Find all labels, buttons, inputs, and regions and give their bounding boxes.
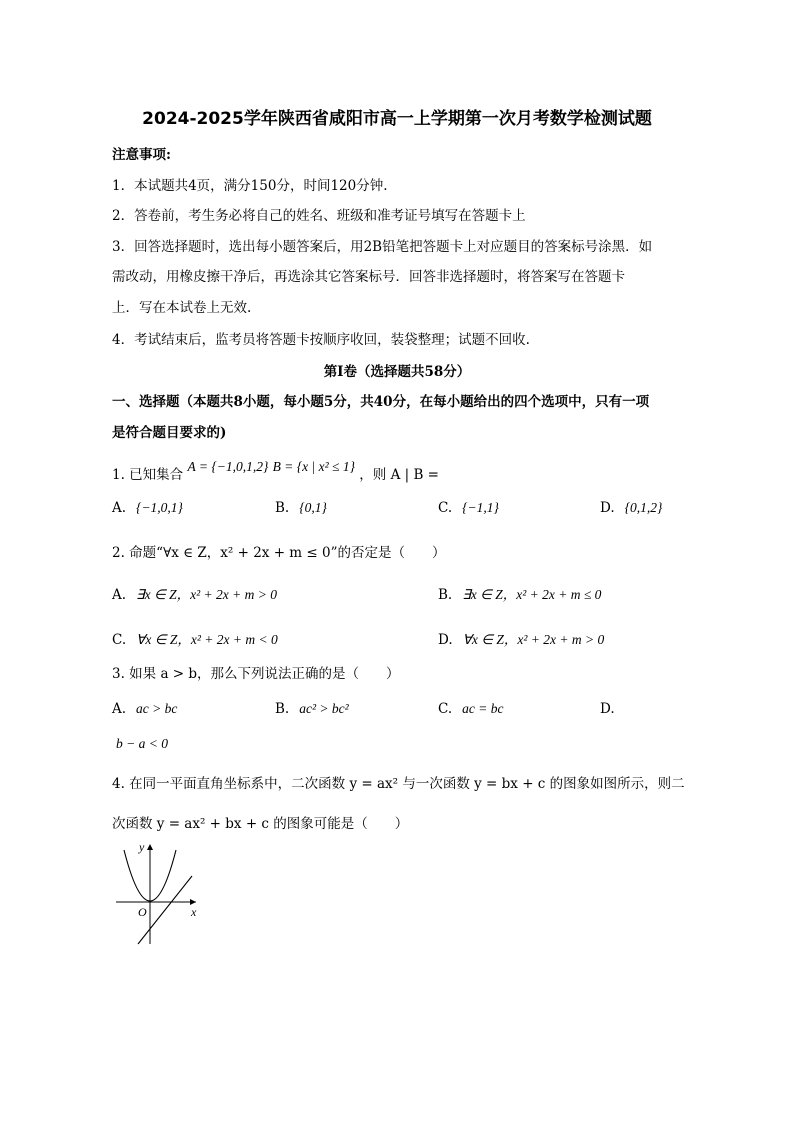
q1-set-b: B = {x | x² ≤ 1} [272,459,355,474]
option-label: D. [600,500,615,516]
q2-option-a[interactable] [112,583,277,603]
part1-heading: 一、选择题（本题共8小题，每小题5分，共40分，在每小题给出的四个选项中，只有一项 [112,394,650,410]
option-label: C. [438,701,453,717]
q3-option-a[interactable] [112,701,177,717]
y-axis-arrow-icon [147,844,153,850]
notice-heading: 注意事项: [112,147,171,163]
option-label: D. [438,632,453,648]
option-text: ∀x ∈ Z，x² + 2x + m > 0 [462,632,605,647]
notice-item: 需改动，用橡皮擦干净后，再选涂其它答案标号．回答非选择题时，将答案写在答题卡 [112,269,625,285]
q1-option-b[interactable] [275,500,327,516]
option-text: {−1,0,1} [136,500,183,515]
q2-option-c[interactable] [112,628,278,648]
part1-heading-cont: 是符合题目要求的) [112,425,227,441]
option-label: B. [438,587,453,603]
option-text: ∃x ∈ Z，x² + 2x + m ≤ 0 [462,587,602,602]
q3-option-b[interactable] [275,701,349,717]
question-4-stem: 4. 在同一平面直角坐标系中，二次函数 y = ax² 与一次函数 y = bx + c 的图象如图所示，则二 [112,776,685,792]
option-label: A. [112,500,127,516]
notice-item: 1．本试题共4页，满分150分，时间120分钟. [112,178,388,194]
question-2-stem: 2. 命题“∀x ∈ Z，x² + 2x + m ≤ 0”的否定是（ ） [112,545,446,561]
q1-option-a[interactable] [112,500,183,516]
q3-option-d-text: b − a < 0 [116,736,168,751]
option-label: D. [600,701,615,717]
option-text: ac > bc [136,701,178,716]
option-label: B. [275,701,290,717]
notice-item: 4．考试结束后，监考员将答题卡按顺序收回，装袋整理；试题不回收. [112,332,530,348]
q1-suffix: ，则 A | B = [359,467,439,483]
function-graph [108,840,208,950]
q2-option-d[interactable] [438,628,604,648]
notice-item: 2．答卷前，考生务必将自己的姓名、班级和准考证号填写在答题卡上 [112,208,526,224]
question-1-stem [112,459,439,484]
question-3-stem: 3. 如果 a > b，那么下列说法正确的是（ ） [112,666,400,682]
option-label: A. [112,587,127,603]
q3-option-c[interactable] [438,701,503,717]
q1-option-c[interactable] [438,500,499,516]
option-label: C. [438,500,453,516]
option-text: {0,1,2} [624,500,663,515]
q2-option-b[interactable] [438,583,601,603]
q1-set-a: A = {−1,0,1,2} [187,459,269,474]
page-title: 2024-2025学年陕西省咸阳市高一上学期第一次月考数学检测试题 [142,109,652,129]
y-axis-label: y [139,840,145,854]
option-text: {0,1} [299,500,327,515]
q1-option-d[interactable] [600,500,662,516]
section-title: 第I卷（选择题共58分） [323,364,471,380]
option-text: ∀x ∈ Z，x² + 2x + m < 0 [136,632,278,647]
q3-option-d[interactable] [600,701,625,717]
option-label: A. [112,701,127,717]
option-text: ac = bc [462,701,504,716]
option-text: ac² > bc² [299,701,349,716]
q1-prefix: 1. 已知集合 [112,467,184,483]
option-text: {−1,1} [462,500,499,515]
x-axis-label: x [191,905,197,919]
option-label: C. [112,632,127,648]
origin-label: O [138,905,147,919]
option-label: B. [275,500,290,516]
notice-item: 3．回答选择题时，选出每小题答案后，用2B铅笔把答题卡上对应题目的答案标号涂黑．如 [112,239,653,255]
question-4-stem-cont: 次函数 y = ax² + bx + c 的图象可能是（ ） [112,816,409,832]
option-text: ∃x ∈ Z，x² + 2x + m > 0 [136,587,277,602]
notice-item: 上．写在本试卷上无效. [112,300,252,316]
